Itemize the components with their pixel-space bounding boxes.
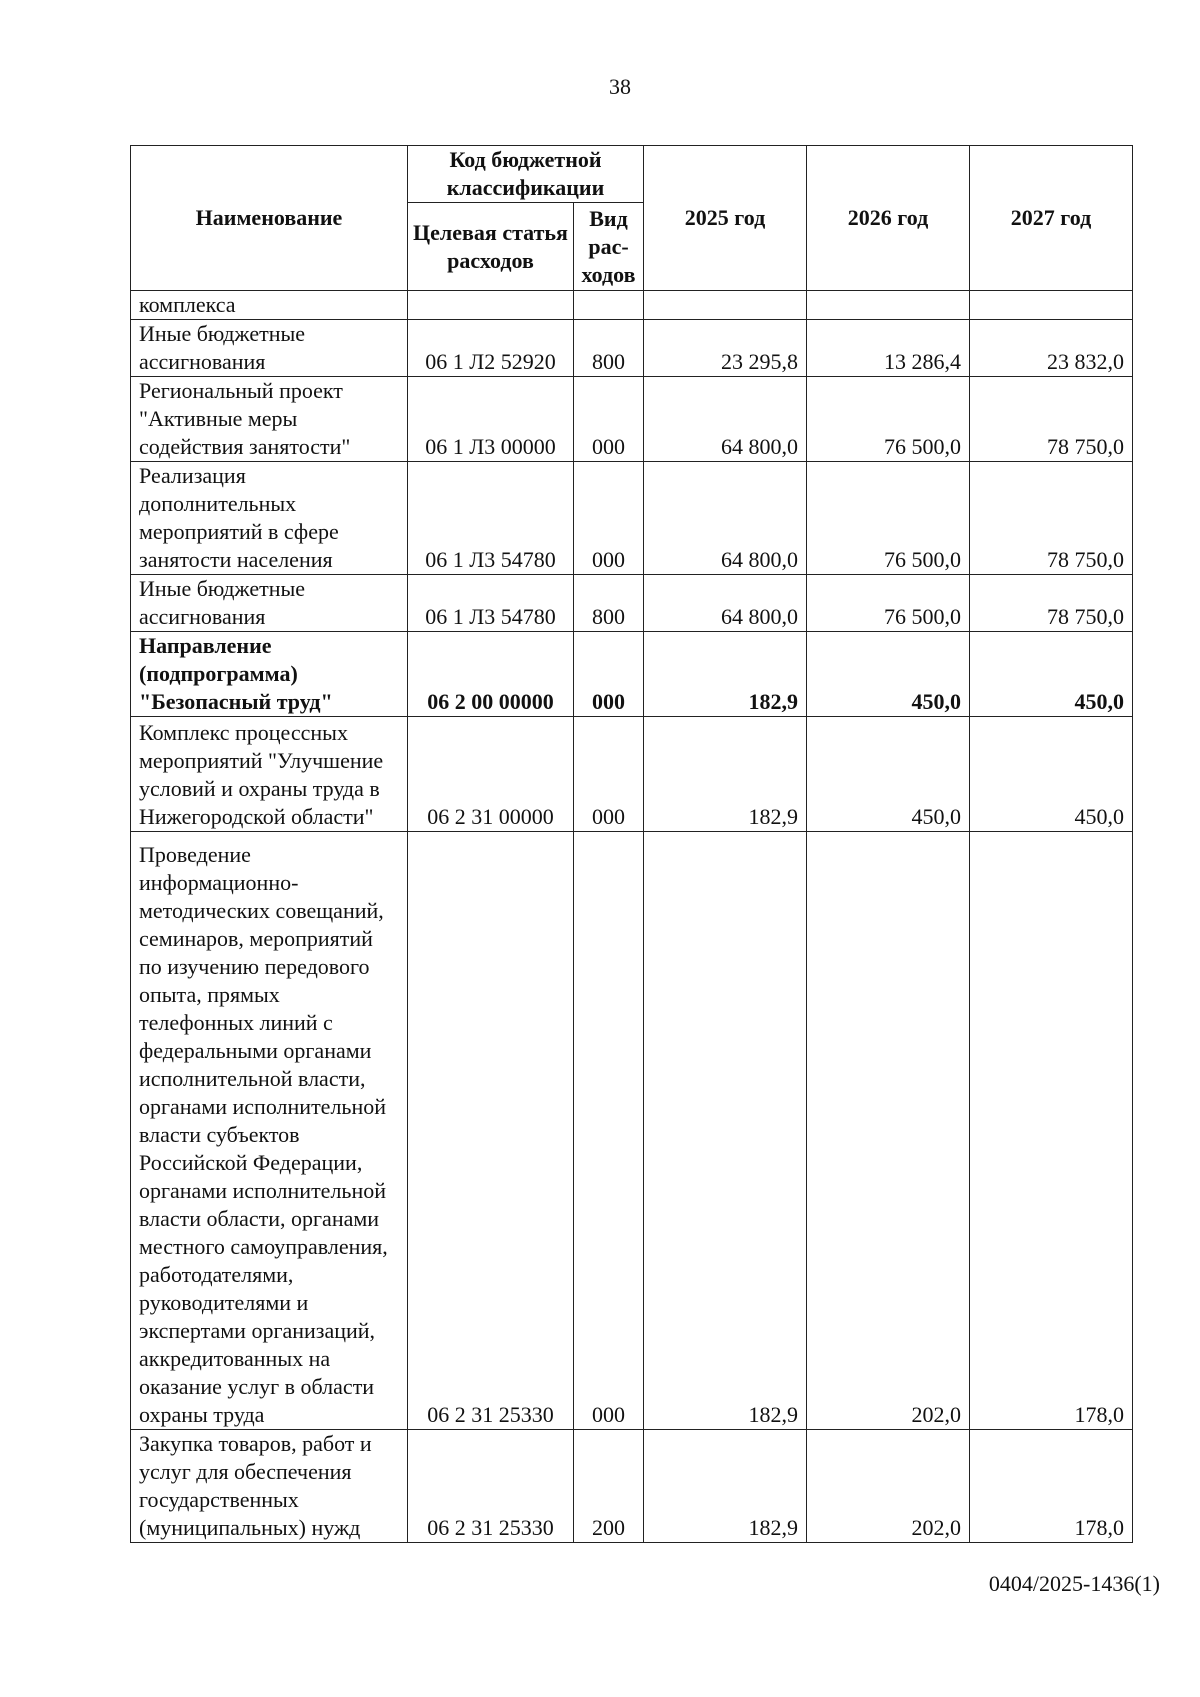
row-name: Иные бюджетные ассигнования — [131, 320, 408, 377]
row-name: комплекса — [131, 291, 408, 320]
row-expense-type: 000 — [574, 632, 644, 717]
row-value-2027: 78 750,0 — [970, 575, 1133, 632]
row-value-2027: 78 750,0 — [970, 377, 1133, 462]
row-value-2026: 450,0 — [807, 632, 970, 717]
row-expense-type: 000 — [574, 462, 644, 575]
row-expense-type: 000 — [574, 377, 644, 462]
row-target-article: 06 2 31 25330 — [408, 832, 574, 1430]
row-value-2026: 450,0 — [807, 717, 970, 832]
row-value-2027: 78 750,0 — [970, 462, 1133, 575]
row-name: Комплекс процессных мероприятий "Улучшение условий и охраны труда в Нижегородской области" — [131, 717, 408, 832]
row-value-2026: 13 286,4 — [807, 320, 970, 377]
header-target-article: Целевая статья расходов — [408, 203, 574, 291]
row-value-2026: 202,0 — [807, 1430, 970, 1543]
row-value-2026: 76 500,0 — [807, 575, 970, 632]
budget-table — [130, 145, 1133, 1543]
row-target-article — [408, 291, 574, 320]
table-row — [131, 377, 1133, 462]
row-name: Реализация дополнительных мероприятий в сфере занятости населения — [131, 462, 408, 575]
row-target-article: 06 2 31 00000 — [408, 717, 574, 832]
row-expense-type: 800 — [574, 320, 644, 377]
header-classification: Код бюджетной классификации — [408, 146, 644, 203]
row-value-2027: 178,0 — [970, 1430, 1133, 1543]
header-expense-type: Вид рас-ходов — [574, 203, 644, 291]
table-row — [131, 291, 1133, 320]
table-row — [131, 632, 1133, 717]
header-name: Наименование — [131, 146, 408, 291]
row-value-2025: 182,9 — [644, 1430, 807, 1543]
row-value-2027 — [970, 291, 1133, 320]
row-value-2027: 450,0 — [970, 632, 1133, 717]
row-expense-type: 800 — [574, 575, 644, 632]
table-row — [131, 575, 1133, 632]
row-value-2026: 76 500,0 — [807, 462, 970, 575]
row-name: Иные бюджетные ассигнования — [131, 575, 408, 632]
row-value-2025: 182,9 — [644, 832, 807, 1430]
row-name: Закупка товаров, работ и услуг для обеспечения государственных (муниципальных) нужд — [131, 1430, 408, 1543]
row-expense-type: 200 — [574, 1430, 644, 1543]
table-row — [131, 462, 1133, 575]
row-target-article: 06 1 Л3 54780 — [408, 575, 574, 632]
table-row — [131, 717, 1133, 832]
table-row — [131, 832, 1133, 1430]
header-2027: 2027 год — [970, 146, 1133, 291]
row-expense-type: 000 — [574, 717, 644, 832]
document-number: 0404/2025-1436(1) — [988, 1571, 1160, 1596]
row-value-2026 — [807, 291, 970, 320]
row-value-2025: 23 295,8 — [644, 320, 807, 377]
row-name: Направление (подпрограмма) "Безопасный труд" — [131, 632, 408, 717]
row-name: Проведение информационно-методических совещаний, семинаров, мероприятий по изучению передового опыта, прямых телефонных линий с федеральными органами исполнительной власти, органами исполнительной власти субъектов Российской Федерации, органами исполнительной власти области, органами местного самоуправления, работодателями, руководителями и экспертами организаций, аккредитованных на оказание услуг в области охраны труда — [131, 832, 408, 1430]
row-expense-type — [574, 291, 644, 320]
row-value-2027: 450,0 — [970, 717, 1133, 832]
row-value-2027: 23 832,0 — [970, 320, 1133, 377]
header-2025: 2025 год — [644, 146, 807, 291]
row-target-article: 06 1 Л3 00000 — [408, 377, 574, 462]
row-target-article: 06 1 Л3 54780 — [408, 462, 574, 575]
row-value-2025: 64 800,0 — [644, 462, 807, 575]
row-value-2025: 182,9 — [644, 717, 807, 832]
row-name: Региональный проект "Активные меры содействия занятости" — [131, 377, 408, 462]
row-expense-type: 000 — [574, 832, 644, 1430]
table-row — [131, 320, 1133, 377]
table-row — [131, 1430, 1133, 1543]
row-target-article: 06 1 Л2 52920 — [408, 320, 574, 377]
row-value-2025: 182,9 — [644, 632, 807, 717]
row-value-2026: 202,0 — [807, 832, 970, 1430]
page-number: 38 — [609, 74, 631, 99]
row-value-2025: 64 800,0 — [644, 377, 807, 462]
row-target-article: 06 2 00 00000 — [408, 632, 574, 717]
row-value-2027: 178,0 — [970, 832, 1133, 1430]
row-value-2026: 76 500,0 — [807, 377, 970, 462]
row-target-article: 06 2 31 25330 — [408, 1430, 574, 1543]
row-value-2025: 64 800,0 — [644, 575, 807, 632]
header-2026: 2026 год — [807, 146, 970, 291]
row-value-2025 — [644, 291, 807, 320]
